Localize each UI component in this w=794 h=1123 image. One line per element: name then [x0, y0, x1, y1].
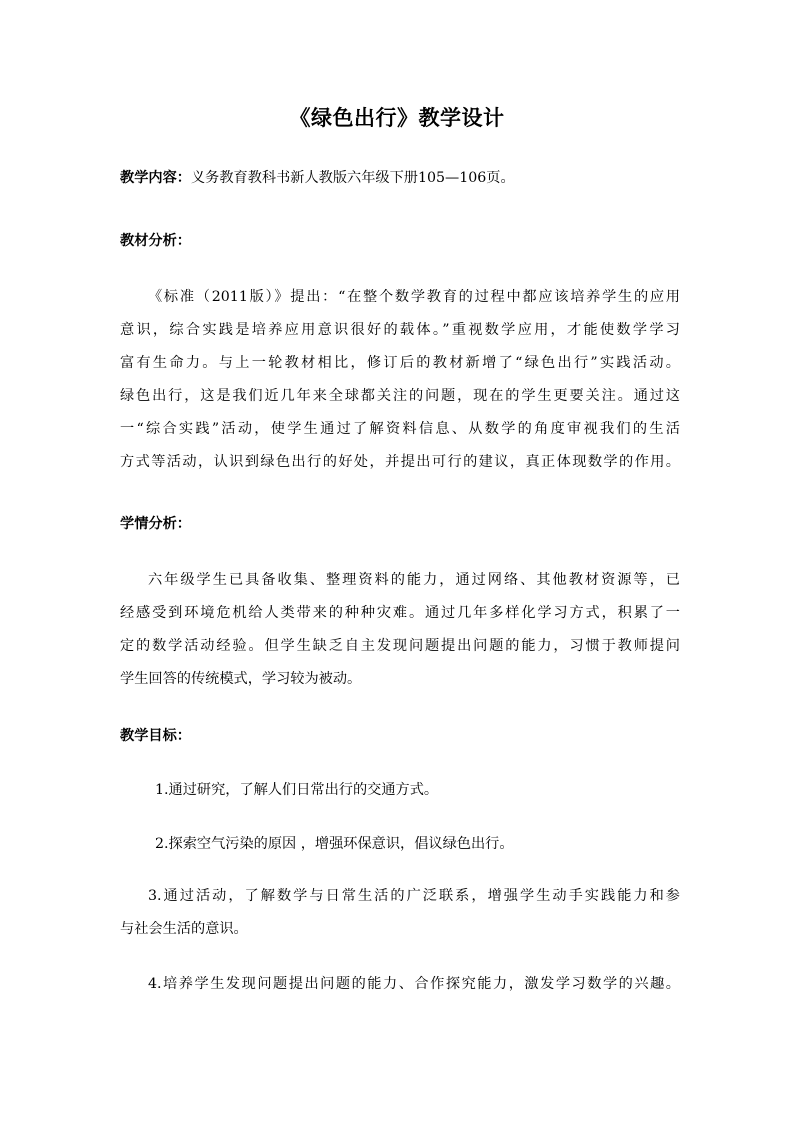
teaching-content-text: 义务教育教科书新人教版六年级下册105—106页。 — [190, 170, 515, 186]
teaching-content-line — [120, 167, 680, 189]
material-analysis-heading: 教材分析： — [120, 233, 191, 249]
page-title: 《绿色出行》教学设计 — [289, 105, 505, 130]
student-analysis-line-1: 六年级学生已具备收集、整理资料的能力，通过网络、其他教材资源等，已 — [148, 572, 680, 588]
material-analysis-line-1: 《标准（2011版）》提出：“在整个数学教育的过程中都应该培养学生的应用 — [148, 289, 680, 305]
objective-item-2: 2.探索空气污染的原因 ，增强环保意识，倡议绿色出行。 — [155, 836, 514, 852]
material-analysis-line-3: 富有生命力。与上一轮教材相比，修订后的教材新增了“绿色出行”实践活动。 — [120, 355, 680, 371]
objective-item-3-line-2: 与社会生活的意识。 — [120, 921, 248, 937]
student-analysis-line-4: 学生回答的传统模式，学习较为被动。 — [120, 671, 362, 687]
material-analysis-line-5: 一“综合实践”活动，使学生通过了解资料信息、从数学的角度审视我们的生活 — [120, 421, 680, 437]
objective-item-1: 1.通过研究，了解人们日常出行的交通方式。 — [155, 782, 439, 798]
material-analysis-line-6: 方式等活动，认识到绿色出行的好处，并提出可行的建议，真正体现数学的作用。 — [120, 454, 680, 470]
material-analysis-line-4: 绿色出行，这是我们近几年来全球都关注的问题，现在的学生更要关注。通过这 — [120, 388, 680, 404]
teaching-content-label: 教学内容： — [120, 170, 191, 186]
objectives-heading: 教学目标： — [120, 728, 191, 744]
student-analysis-line-2: 经感受到环境危机给人类带来的种种灾难。通过几年多样化学习方式，积累了一 — [120, 605, 680, 621]
material-analysis-line-2: 意识，综合实践是培养应用意识很好的载体。”重视数学应用，才能使数学学习 — [120, 322, 680, 338]
student-analysis-line-3: 定的数学活动经验。但学生缺乏自主发现问题提出问题的能力，习惯于教师提问 — [120, 638, 680, 654]
objective-item-3-line-1: 3.通过活动，了解数学与日常生活的广泛联系，增强学生动手实践能力和参 — [148, 888, 680, 904]
objective-item-4: 4.培养学生发现问题提出问题的能力、合作探究能力，激发学习数学的兴趣。 — [148, 976, 680, 992]
student-analysis-heading: 学情分析： — [120, 516, 191, 532]
